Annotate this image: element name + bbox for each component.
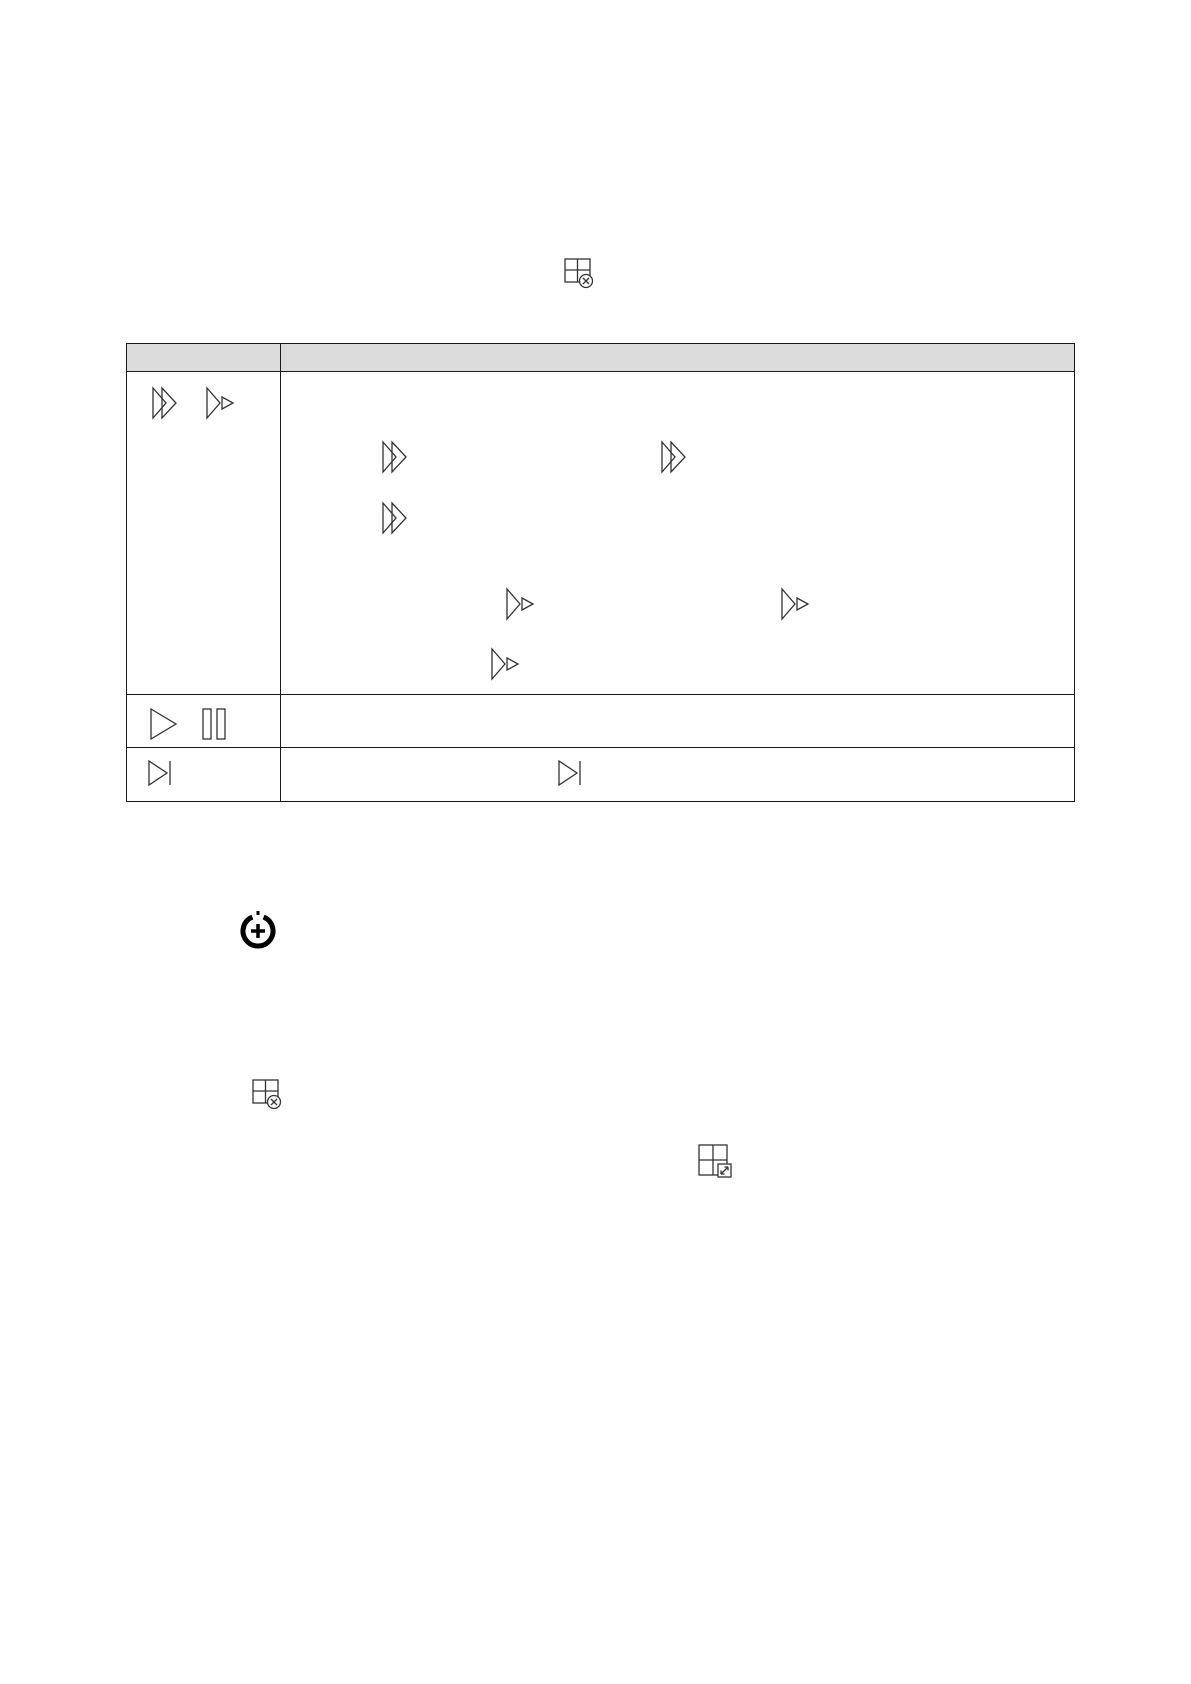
grid-clear-icon xyxy=(251,1078,283,1110)
add-circle-icon xyxy=(236,907,280,951)
table-cell-description xyxy=(281,695,1075,748)
pause-icon xyxy=(200,707,228,741)
fast-forward-icon xyxy=(380,439,412,475)
table-cell-icons xyxy=(127,372,281,695)
next-frame-icon xyxy=(556,758,584,788)
slow-forward-icon xyxy=(504,586,538,622)
table-cell-icons xyxy=(127,695,281,748)
table-header-row xyxy=(127,344,1075,372)
slow-forward-icon xyxy=(204,385,238,421)
slow-forward-icon xyxy=(779,586,813,622)
table-cell-icons xyxy=(127,748,281,802)
table-cell-description xyxy=(281,748,1075,802)
table-row xyxy=(127,748,1075,802)
fast-forward-icon xyxy=(150,385,182,421)
table-row xyxy=(127,695,1075,748)
play-icon xyxy=(147,706,179,742)
playback-controls-table xyxy=(126,343,1075,802)
table-row xyxy=(127,372,1075,695)
table-header-icon-column xyxy=(127,344,281,372)
slow-forward-icon xyxy=(489,646,523,682)
next-frame-icon xyxy=(146,758,174,788)
fast-forward-icon xyxy=(380,500,412,536)
table-cell-description xyxy=(281,372,1075,695)
fast-forward-icon xyxy=(659,439,691,475)
grid-clear-icon xyxy=(563,257,595,289)
grid-expand-icon xyxy=(696,1142,734,1180)
table-header-description-column xyxy=(281,344,1075,372)
